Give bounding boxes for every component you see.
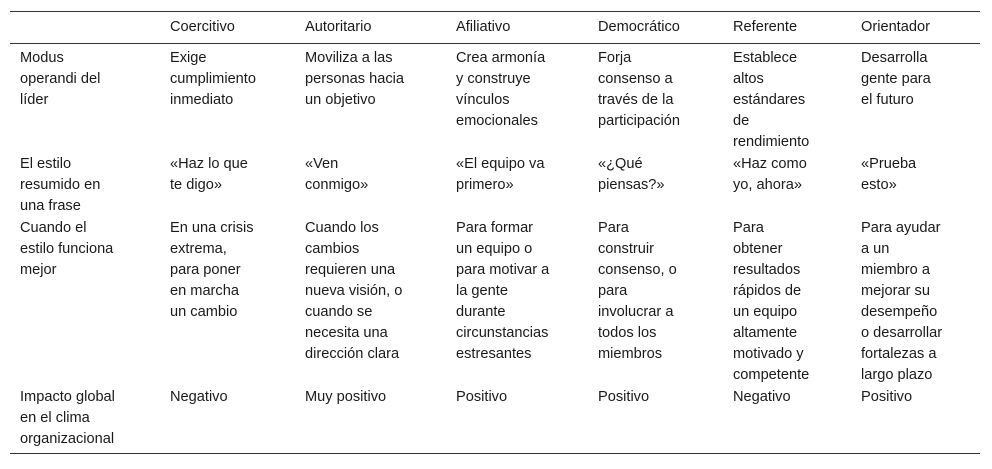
table-cell bbox=[723, 154, 851, 218]
cell-line: un cambio bbox=[170, 304, 238, 320]
table-cell bbox=[295, 154, 446, 218]
table-cell bbox=[723, 387, 851, 454]
cell-line: a un bbox=[861, 241, 890, 257]
cell-line: primero» bbox=[456, 177, 514, 193]
cell-line: la gente bbox=[456, 283, 508, 299]
header-row bbox=[10, 12, 980, 44]
cell-line: en el clima bbox=[20, 410, 90, 426]
cell-line: altamente bbox=[733, 325, 798, 341]
header-corner bbox=[10, 12, 160, 44]
table-row-modus-operandi bbox=[10, 44, 980, 155]
cell-line: nueva visión, o bbox=[305, 283, 403, 299]
cell-line: y construye bbox=[456, 71, 531, 87]
cell-line: «Ven bbox=[305, 156, 339, 172]
table-row-cuando-funciona bbox=[10, 218, 980, 387]
cell-line: organizacional bbox=[20, 431, 115, 447]
cell-line: o desarrollar bbox=[861, 325, 943, 341]
cell-line: el futuro bbox=[861, 92, 914, 108]
cell-line: estilo funciona bbox=[20, 241, 114, 257]
table-cell bbox=[723, 44, 851, 155]
cell-line: extrema, bbox=[170, 241, 227, 257]
cell-line: En una crisis bbox=[170, 220, 254, 236]
cell-line: Para ayudar bbox=[861, 220, 941, 236]
table-cell bbox=[723, 218, 851, 387]
cell-line: desempeño bbox=[861, 304, 938, 320]
cell-line: estándares bbox=[733, 92, 806, 108]
table-cell bbox=[851, 44, 980, 155]
cell-line: mejorar su bbox=[861, 283, 930, 299]
table-row-impacto-clima bbox=[10, 387, 980, 454]
table-cell bbox=[160, 44, 295, 155]
cell-line: gente para bbox=[861, 71, 931, 87]
cell-line: líder bbox=[20, 92, 49, 108]
cell-line: rápidos de bbox=[733, 283, 802, 299]
cell-line: esto» bbox=[861, 177, 897, 193]
cell-line: miembro a bbox=[861, 262, 930, 278]
cell-line: cuando se bbox=[305, 304, 373, 320]
cell-line: necesita una bbox=[305, 325, 388, 341]
table-cell bbox=[851, 387, 980, 454]
cell-line: Para formar bbox=[456, 220, 534, 236]
cell-line: para motivar a bbox=[456, 262, 550, 278]
header-democratico: Democrático bbox=[598, 19, 680, 35]
cell-line: altos bbox=[733, 71, 764, 87]
cell-line: durante bbox=[456, 304, 506, 320]
cell-line: conmigo» bbox=[305, 177, 369, 193]
cell-line: motivado y bbox=[733, 346, 804, 362]
cell-line: construir bbox=[598, 241, 654, 257]
cell-line: «Haz como bbox=[733, 156, 807, 172]
cell-line: Negativo bbox=[170, 389, 228, 405]
cell-line: en marcha bbox=[170, 283, 239, 299]
cell-line: largo plazo bbox=[861, 367, 933, 383]
cell-line: para poner bbox=[170, 262, 241, 278]
cell-line: Crea armonía bbox=[456, 50, 546, 66]
table-cell bbox=[295, 387, 446, 454]
table-body bbox=[10, 44, 980, 454]
table-cell bbox=[446, 387, 588, 454]
cell-line: rendimiento bbox=[733, 134, 810, 150]
cell-line: requieren una bbox=[305, 262, 396, 278]
cell-line: «El equipo va bbox=[456, 156, 545, 172]
table-cell bbox=[295, 44, 446, 155]
table-cell bbox=[295, 218, 446, 387]
cell-line: través de la bbox=[598, 92, 674, 108]
cell-line: te digo» bbox=[170, 177, 222, 193]
cell-line: miembros bbox=[598, 346, 663, 362]
cell-line: resultados bbox=[733, 262, 801, 278]
cell-line: resumido en bbox=[20, 177, 101, 193]
cell-line: «¿Qué bbox=[598, 156, 643, 172]
cell-line: vínculos bbox=[456, 92, 510, 108]
cell-line: «Prueba bbox=[861, 156, 917, 172]
cell-line: emocionales bbox=[456, 113, 538, 129]
cell-line: obtener bbox=[733, 241, 783, 257]
cell-line: «Haz lo que bbox=[170, 156, 248, 172]
cell-line: cambios bbox=[305, 241, 360, 257]
cell-line: Positivo bbox=[861, 389, 913, 405]
cell-line: consenso a bbox=[598, 71, 673, 87]
cell-line: un equipo bbox=[733, 304, 798, 320]
cell-line: una frase bbox=[20, 198, 81, 214]
cell-line: Positivo bbox=[456, 389, 508, 405]
cell-line: Para bbox=[733, 220, 764, 236]
cell-line: piensas?» bbox=[598, 177, 665, 193]
table-cell bbox=[160, 218, 295, 387]
table-cell bbox=[160, 387, 295, 454]
cell-line: circunstancias bbox=[456, 325, 549, 341]
cell-line: mejor bbox=[20, 262, 57, 278]
cell-line: un equipo o bbox=[456, 241, 533, 257]
table-cell bbox=[446, 154, 588, 218]
cell-line: Establece bbox=[733, 50, 798, 66]
table-cell bbox=[160, 154, 295, 218]
cell-line: Positivo bbox=[598, 389, 650, 405]
cell-line: un objetivo bbox=[305, 92, 376, 108]
cell-line: yo, ahora» bbox=[733, 177, 802, 193]
cell-line: El estilo bbox=[20, 156, 72, 172]
cell-line: dirección clara bbox=[305, 346, 400, 362]
table-cell bbox=[588, 218, 723, 387]
cell-line: Forja bbox=[598, 50, 632, 66]
cell-line: todos los bbox=[598, 325, 657, 341]
cell-line: involucrar a bbox=[598, 304, 674, 320]
cell-line: cumplimiento bbox=[170, 71, 256, 87]
header-orientador: Orientador bbox=[861, 19, 930, 35]
cell-line: Negativo bbox=[733, 389, 791, 405]
cell-line: fortalezas a bbox=[861, 346, 937, 362]
leadership-styles-table-wrapper bbox=[10, 11, 980, 454]
row-label bbox=[10, 387, 160, 454]
cell-line: Cuando los bbox=[305, 220, 379, 236]
header-afiliativo: Afiliativo bbox=[456, 19, 511, 35]
cell-line: participación bbox=[598, 113, 680, 129]
header-autoritario: Autoritario bbox=[305, 19, 372, 35]
cell-line: inmediato bbox=[170, 92, 234, 108]
cell-line: consenso, o bbox=[598, 262, 677, 278]
cell-line: Para bbox=[598, 220, 629, 236]
cell-line: personas hacia bbox=[305, 71, 404, 87]
table-cell bbox=[588, 154, 723, 218]
table-cell bbox=[446, 44, 588, 155]
leadership-styles-table bbox=[10, 11, 980, 454]
cell-line: Exige bbox=[170, 50, 207, 66]
table-cell bbox=[851, 154, 980, 218]
cell-line: Desarrolla bbox=[861, 50, 928, 66]
table-row-frase bbox=[10, 154, 980, 218]
cell-line: operandi del bbox=[20, 71, 101, 87]
row-label bbox=[10, 218, 160, 387]
header-coercitivo: Coercitivo bbox=[170, 19, 235, 35]
cell-line: competente bbox=[733, 367, 810, 383]
table-cell bbox=[446, 218, 588, 387]
header-referente: Referente bbox=[733, 19, 798, 35]
cell-line: para bbox=[598, 283, 628, 299]
row-label bbox=[10, 44, 160, 155]
cell-line: Moviliza a las bbox=[305, 50, 393, 66]
table-cell bbox=[588, 387, 723, 454]
cell-line: estresantes bbox=[456, 346, 532, 362]
cell-line: Modus bbox=[20, 50, 64, 66]
cell-line: Muy positivo bbox=[305, 389, 387, 405]
cell-line: Cuando el bbox=[20, 220, 87, 236]
cell-line: de bbox=[733, 113, 750, 129]
cell-line: Impacto global bbox=[20, 389, 115, 405]
row-label bbox=[10, 154, 160, 218]
table-cell bbox=[851, 218, 980, 387]
table-cell bbox=[588, 44, 723, 155]
